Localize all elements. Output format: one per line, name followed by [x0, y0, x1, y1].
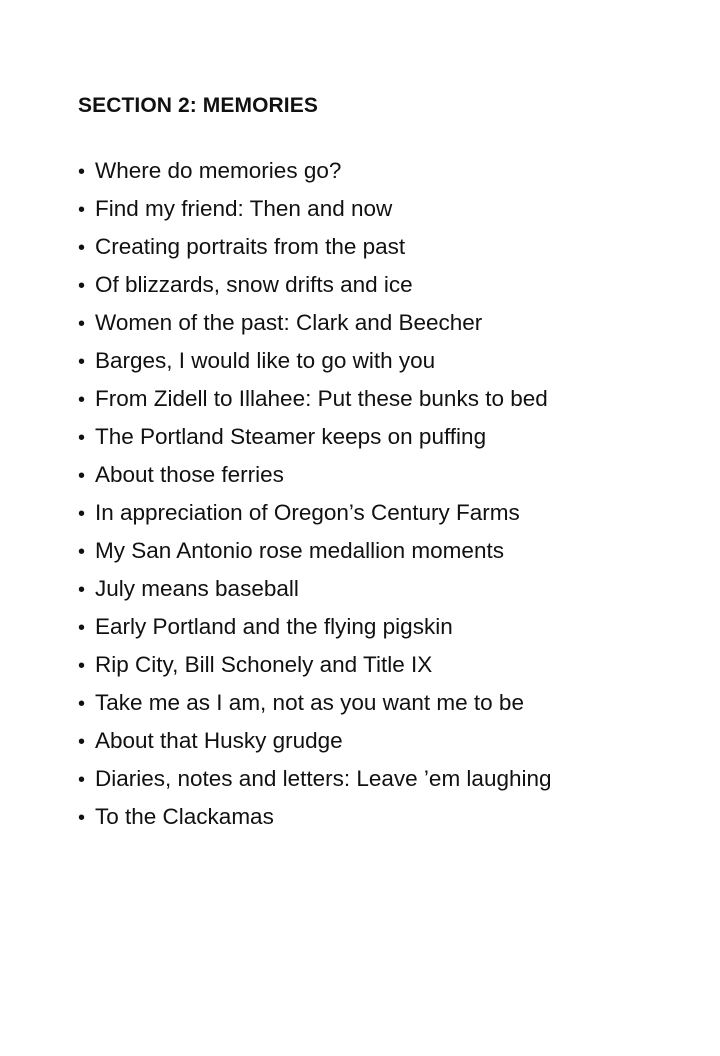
bullet-icon: •	[78, 275, 86, 297]
list-item	[78, 803, 552, 841]
bullet-icon: •	[78, 427, 86, 449]
list-item	[78, 385, 552, 423]
list-item-text: Creating portraits from the past	[95, 234, 406, 259]
list-item	[78, 233, 552, 271]
list-item	[78, 689, 552, 727]
list-item-text: Barges, I would like to go with you	[95, 348, 436, 373]
list-item	[78, 537, 552, 575]
contents-list	[78, 157, 552, 841]
bullet-icon: •	[78, 579, 86, 601]
list-item-text: Early Portland and the flying pigskin	[95, 614, 453, 639]
bullet-icon: •	[78, 541, 86, 563]
list-item-text: Of blizzards, snow drifts and ice	[95, 272, 413, 297]
bullet-icon: •	[78, 237, 86, 259]
list-item	[78, 423, 552, 461]
list-item	[78, 309, 552, 347]
list-item-text: Rip City, Bill Schonely and Title IX	[95, 652, 433, 677]
list-item-text: The Portland Steamer keeps on puffing	[95, 424, 487, 449]
list-item	[78, 271, 552, 309]
list-item	[78, 347, 552, 385]
list-item-text: Where do memories go?	[95, 158, 342, 183]
bullet-icon: •	[78, 313, 86, 335]
list-item-text: About that Husky grudge	[95, 728, 343, 753]
list-item	[78, 499, 552, 537]
list-item-text: From Zidell to Illahee: Put these bunks to bed	[95, 386, 548, 411]
bullet-icon: •	[78, 465, 86, 487]
list-item-text: Diaries, notes and letters: Leave ’em laughing	[95, 766, 552, 791]
list-item-text: Take me as I am, not as you want me to be	[95, 690, 524, 715]
list-item-text: In appreciation of Oregon’s Century Farms	[95, 500, 520, 525]
list-item-text: July means baseball	[95, 576, 299, 601]
list-item-text: Women of the past: Clark and Beecher	[95, 310, 483, 335]
bullet-icon: •	[78, 769, 86, 791]
list-item	[78, 651, 552, 689]
bullet-icon: •	[78, 807, 86, 829]
bullet-icon: •	[78, 389, 86, 411]
list-item-text: About those ferries	[95, 462, 284, 487]
list-item-text: My San Antonio rose medallion moments	[95, 538, 504, 563]
bullet-icon: •	[78, 693, 86, 715]
bullet-icon: •	[78, 617, 86, 639]
bullet-icon: •	[78, 731, 86, 753]
section-title: SECTION 2: MEMORIES	[78, 94, 318, 117]
list-item	[78, 461, 552, 499]
list-item	[78, 765, 552, 803]
bullet-icon: •	[78, 503, 86, 525]
bullet-icon: •	[78, 655, 86, 677]
bullet-icon: •	[78, 161, 86, 183]
list-item-text: To the Clackamas	[95, 804, 274, 829]
list-item	[78, 157, 552, 195]
list-item	[78, 575, 552, 613]
list-item	[78, 613, 552, 651]
bullet-icon: •	[78, 199, 86, 221]
list-item-text: Find my friend: Then and now	[95, 196, 393, 221]
list-item	[78, 195, 552, 233]
list-item	[78, 727, 552, 765]
bullet-icon: •	[78, 351, 86, 373]
